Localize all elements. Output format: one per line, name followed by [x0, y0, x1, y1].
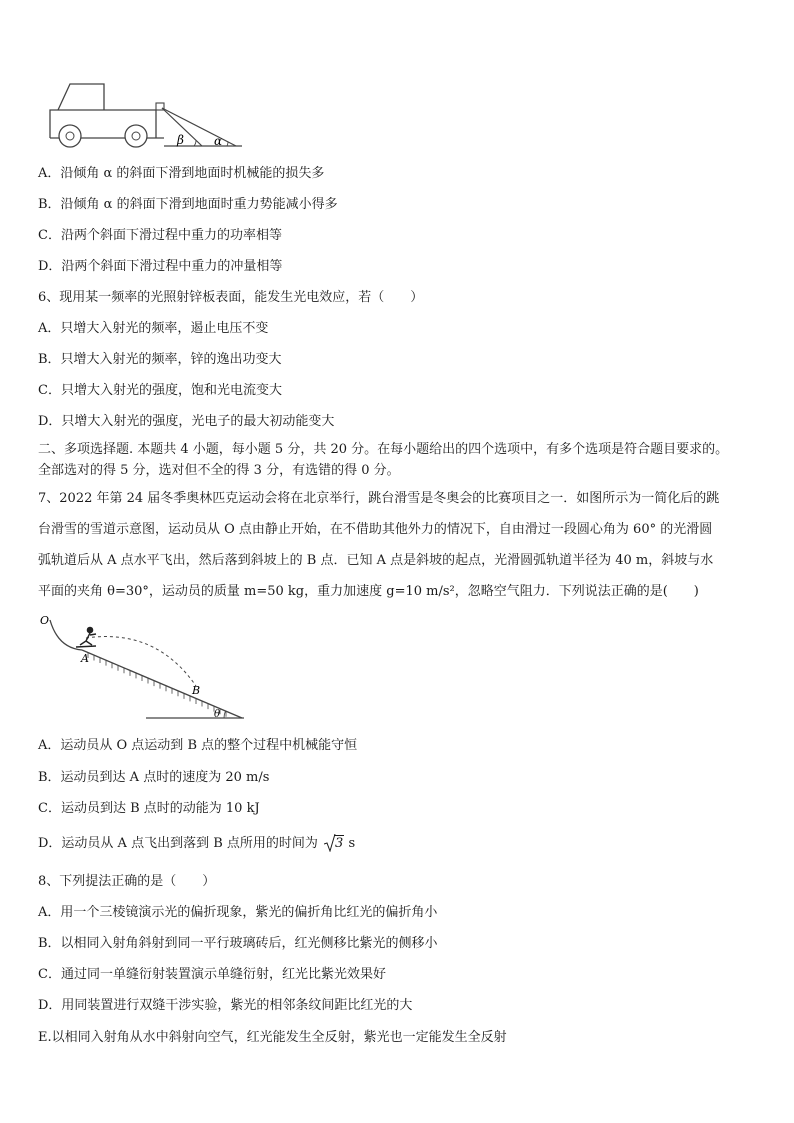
section2-line2: 全部选对的得 5 分，选对但不全的得 3 分，有选错的得 0 分。 — [38, 463, 400, 478]
q6-option-d: D．只增大入射光的强度，光电子的最大初动能变大 — [38, 414, 335, 429]
q7-option-c: C．运动员到达 B 点时的动能为 10 kJ — [38, 801, 260, 816]
slope-hatching — [88, 653, 226, 717]
q6-option-c: C．只增大入射光的强度，饱和光电流变大 — [38, 383, 282, 398]
q8-option-e: E.以相同入射角从水中斜射向空气，红光能发生全反射，紫光也一定能发生全反射 — [38, 1030, 507, 1045]
sqrt-radicand: 3 — [335, 836, 344, 851]
point-o-label: O — [40, 614, 50, 627]
sqrt-expression — [324, 836, 344, 852]
angle-beta-label: β — [177, 133, 184, 147]
point-a-label: A — [81, 652, 89, 665]
q7-stem-line2: 台滑雪的雪道示意图，运动员从 O 点由静止开始，在不借助其他外力的情况下，自由滑过一段圆心角为 60° 的光滑圆 — [38, 522, 713, 537]
q7-stem-line3: 弧轨道后从 A 点水平飞出，然后落到斜坡上的 B 点．已知 A 点是斜坡的起点，光滑圆弧轨道半径为 40 m，斜坡与水 — [38, 553, 714, 568]
q7-option-a: A．运动员从 O 点运动到 B 点的整个过程中机械能守恒 — [38, 738, 358, 753]
q6-stem: 6、现用某一频率的光照射锌板表面，能发生光电效应，若（ ） — [38, 290, 424, 305]
q8-option-b: B．以相同入射角斜射到同一平行玻璃砖后，红光侧移比紫光的侧移小 — [38, 936, 438, 951]
q7-option-d — [38, 836, 355, 852]
ski-jump-figure — [36, 612, 248, 724]
q7-option-d-unit: s — [348, 836, 356, 851]
angle-alpha-label: α — [214, 134, 223, 148]
q7-stem-line1: 7、2022 年第 24 届冬季奥林匹克运动会将在北京举行，跳台滑雪是冬奥会的比赛项目之一．如图所示为一简化后的跳 — [38, 491, 720, 506]
q6-option-a: A．只增大入射光的频率，遏止电压不变 — [38, 321, 269, 336]
q5-option-a: A．沿倾角 α 的斜面下滑到地面时机械能的损失多 — [38, 166, 325, 181]
q7-option-d-text: D．运动员从 A 点飞出到落到 B 点所用的时间为 — [38, 836, 318, 851]
q8-option-d: D．用同装置进行双缝干涉实验，紫光的相邻条纹间距比红光的大 — [38, 998, 413, 1013]
q7-stem-line4: 平面的夹角 θ=30°，运动员的质量 m=50 kg，重力加速度 g=10 m/s²，忽略空气阻力．下列说法正确的是( ) — [38, 584, 699, 599]
angle-theta-label: θ — [214, 709, 221, 720]
truck-ramp-figure — [44, 80, 244, 152]
point-b-label: B — [192, 684, 201, 697]
q8-option-c: C．通过同一单缝衍射装置演示单缝衍射，红光比紫光效果好 — [38, 967, 386, 982]
q5-option-c: C．沿两个斜面下滑过程中重力的功率相等 — [38, 228, 282, 243]
q5-option-b: B．沿倾角 α 的斜面下滑到地面时重力势能减小得多 — [38, 197, 338, 212]
q6-option-b: B．只增大入射光的频率，锌的逸出功变大 — [38, 352, 282, 367]
q8-stem: 8、下列提法正确的是（ ） — [38, 874, 216, 889]
q8-option-a: A．用一个三棱镜演示光的偏折现象，紫光的偏折角比红光的偏折角小 — [38, 905, 438, 920]
sqrt-sign-icon — [324, 834, 336, 852]
q7-option-b: B．运动员到达 A 点时的速度为 20 m/s — [38, 770, 270, 785]
section2-line1: 二、多项选择题. 本题共 4 小题，每小题 5 分，共 20 分。在每小题给出的四个选项中，有多个选项是符合题目要求的。 — [38, 442, 729, 457]
q5-option-d: D．沿两个斜面下滑过程中重力的冲量相等 — [38, 259, 283, 274]
